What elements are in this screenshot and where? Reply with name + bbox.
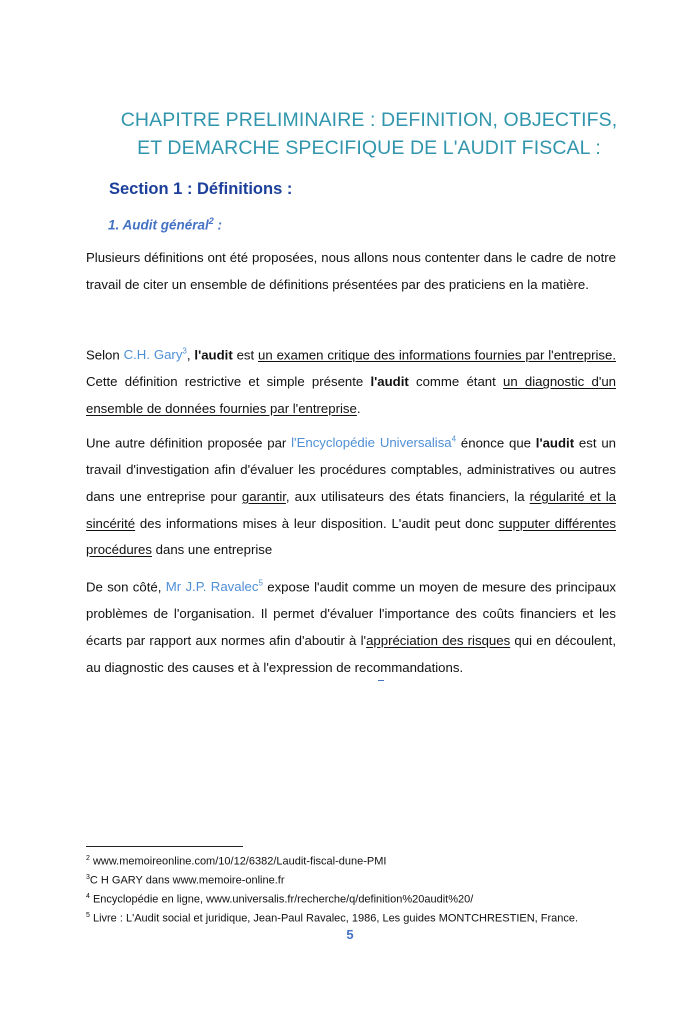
text-run: De son côté,	[86, 579, 166, 595]
text-run: est	[232, 347, 259, 363]
reference-gary	[124, 347, 187, 362]
reference-name: C.H. Gary	[123, 347, 183, 363]
text-run: énonce que	[456, 435, 536, 451]
paragraph-universalis	[86, 427, 616, 564]
chapter-title-line-2: ET DEMARCHE SPECIFIQUE DE L'AUDIT FISCAL :	[137, 137, 601, 159]
reference-universalis	[291, 435, 456, 450]
underlined-phrase: appréciation des risques	[366, 632, 511, 648]
footnote-text: Encyclopédie en ligne, www.universalis.fr/recherche/q/definition%20audit%20/	[89, 893, 474, 906]
underlined-phrase: un examen critique des informations fournies par l'entreprise.	[258, 347, 616, 363]
footnote-ref-5[interactable]: 5	[258, 579, 263, 588]
footnotes-list	[86, 851, 646, 927]
footnote-number: 3	[86, 873, 90, 881]
footnote-text: www.memoireonline.com/10/12/6382/Laudit-fiscal-dune-PMI	[89, 855, 387, 868]
footnote-item	[86, 851, 646, 870]
bold-term: l'audit	[194, 347, 233, 363]
footnote-text: C H GARY dans www.memoire-online.fr	[89, 874, 285, 887]
bold-term: l'audit	[370, 374, 409, 390]
page-number: 5	[346, 927, 354, 942]
subsection-title-suffix: :	[213, 217, 223, 233]
paragraph-gary	[86, 339, 616, 423]
text-run: qui en découlent, au diagnostic des causes et à l'expression de recommandations.	[86, 632, 616, 675]
chapter-title-line-1: CHAPITRE PRELIMINAIRE : DEFINITION, OBJECTIFS,	[120, 109, 618, 131]
text-run: dans une entreprise	[151, 542, 273, 558]
text-run: Cette définition restrictive et simple présente	[86, 374, 371, 390]
bold-term: l'audit	[535, 435, 575, 451]
footnote-number: 5	[86, 911, 90, 919]
subsection-title-text: 1. Audit général	[108, 217, 209, 233]
underlined-phrase: un diagnostic d'un ensemble de données fournies par l'entreprise	[86, 374, 617, 416]
underlined-phrase: régularité et la sincérité	[86, 488, 616, 531]
text-run: , aux utilisateurs des états financiers, la	[285, 488, 530, 504]
footnote-item	[86, 870, 646, 889]
text-run: .	[356, 400, 361, 416]
paragraph-intro: Plusieurs définitions ont été proposées, nous allons nous contenter dans le cadre de notre travail de citer un ensemble de définitions présentées par des praticiens en la matière.	[86, 250, 616, 292]
chapter-title	[86, 106, 652, 162]
text-run: ,	[186, 347, 195, 363]
reference-ravalec	[166, 579, 263, 594]
footnote-item	[86, 889, 646, 908]
footnote-ref-4[interactable]: 4	[451, 435, 457, 444]
underlined-phrase: garantir	[241, 488, 286, 504]
footnote-ref-2[interactable]: 2	[208, 216, 214, 226]
text-run: comme étant	[408, 374, 503, 390]
footnote-number: 4	[86, 892, 90, 900]
text-run: Selon	[86, 347, 124, 363]
text-run: expose l'audit comme un moyen de mesure des principaux problèmes de l'organisation. Il permet d'évaluer l'importance des coûts financiers et les écarts par rapport aux normes afin d'aboutir à l'	[86, 579, 617, 648]
stray-mark	[378, 680, 384, 681]
footnote-item	[86, 908, 646, 927]
footnote-ref-3[interactable]: 3	[182, 347, 187, 356]
text-run: Une autre définition proposée par	[86, 435, 292, 451]
reference-name: Mr J.P. Ravalec	[165, 579, 259, 595]
reference-name: l'Encyclopédie Universalisa	[291, 435, 452, 451]
underlined-phrase: supputer différentes procédures	[86, 515, 616, 558]
section-title: Section 1 : Définitions :	[109, 180, 293, 198]
paragraph-ravalec	[86, 571, 616, 681]
footnote-text: Livre : L'Audit social et juridique, Jean-Paul Ravalec, 1986, Les guides MONTCHRESTIEN, France.	[89, 912, 579, 925]
text-run: des informations mises à leur disposition. L'audit peut donc	[135, 515, 499, 531]
footnote-separator	[86, 846, 243, 847]
text-run: est un travail d'investigation afin d'évaluer les procédures comptables, administratives ou autres dans une entreprise pour	[86, 435, 616, 504]
subsection-title	[108, 211, 222, 236]
footnote-number: 2	[86, 855, 90, 862]
